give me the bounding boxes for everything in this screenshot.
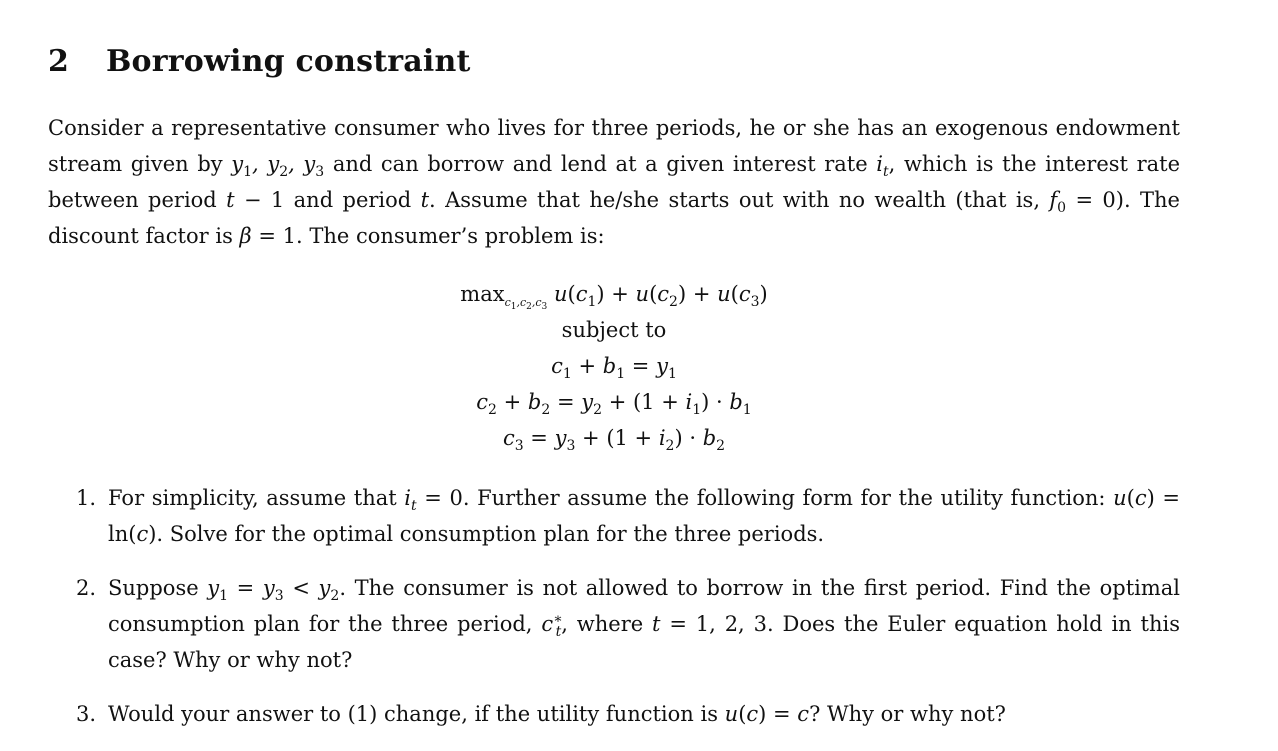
q2-text-3: , where xyxy=(561,612,653,636)
intro-paragraph: Consider a representative consumer who lives for three periods, he or she has an exogenous endowment stream given by $y_1$, $y_2$, $y_3$ and can borrow and lend at a given interest rate $i_t$, which is the interest rate between period t − 1 and period t. Assume that he/she starts out with no wealth (that is, $f_0 = 0$). The discount factor is β = 1. The consumer’s problem is: xyxy=(48,116,1180,248)
endowment-expr: $y_1$, $y_2$, $y_3$ xyxy=(231,152,325,181)
intro-text-5: . Assume that he/she starts out with no wealth (that is, xyxy=(429,188,1050,212)
intro-text-6: ). The discount factor is xyxy=(48,188,1180,248)
wealth-expr: f xyxy=(1049,188,1058,212)
interest-rate-expr: $i_t$ xyxy=(876,152,889,181)
endowment-order-expr: y xyxy=(207,576,220,600)
question-marker: 3. xyxy=(76,702,97,726)
constraint-1: $c_1 + b_1 = y_1$ xyxy=(551,354,677,383)
period-index-expr: t xyxy=(652,612,661,636)
objective-row: $\max_{c_1,c_2,c_3} u(c_1) + u(c_2) + u(c_3)$ xyxy=(460,282,768,313)
constraint-3: $c_3 = y_3 + (1 + i_2) \cdot b_2$ xyxy=(502,426,726,455)
intro-text-4: and period xyxy=(284,188,421,212)
section-title: Borrowing constraint xyxy=(106,44,471,79)
linear-utility-expr: u xyxy=(724,702,739,726)
period-prev-expr: t xyxy=(226,188,235,212)
section-heading xyxy=(48,40,1180,84)
subject-to-row: subject to xyxy=(561,318,667,342)
question-marker: 1. xyxy=(76,486,97,510)
question-list xyxy=(48,480,1180,732)
period-expr: t xyxy=(420,188,430,212)
question-item-1: 1. For simplicity, assume that $i_t = 0$. Further assume the following form for the utility function: u(c) = ln(c). Solve for the optimal consumption plan for the three periods. xyxy=(48,480,1180,552)
section-number: 2 xyxy=(48,44,70,79)
question-item-2: 2. Suppose $y_1 = y_3 < y_2$. The consumer is not allowed to borrow in the first period. Find the optimal consumption plan for the three period, $c^∗_t$, where t = 1, 2, 3. Does the Euler equation hold in this case? Why or why not? xyxy=(48,570,1180,678)
q2-text-2: . The consumer is not allowed to borrow in the first period. Find the optimal consumption plan for the three period, xyxy=(108,576,1180,636)
intro-text-3: , which is the interest rate between period xyxy=(48,152,1180,212)
q2-text-1: Suppose xyxy=(108,576,208,600)
q2-text-4: . Does the Euler equation hold in this case? Why or why not? xyxy=(108,612,1180,672)
q3-text-2: ? Why or why not? xyxy=(809,702,1006,726)
document-page xyxy=(48,40,1180,750)
max-operator: max xyxy=(460,282,505,306)
zero-rate-expr: $i_t$ xyxy=(404,486,417,515)
intro-text-7: . The consumer’s problem is: xyxy=(295,224,605,248)
discount-expr: β xyxy=(239,224,252,248)
problem-equations xyxy=(48,276,1180,456)
intro-text-2: and can borrow and lend at a given interest rate xyxy=(324,152,877,176)
question-marker: 2. xyxy=(76,576,97,600)
log-utility-expr: u xyxy=(1113,486,1127,510)
q3-text-1: Would your answer to (1) change, if the utility function is xyxy=(108,702,725,726)
q1-text-3: . Solve for the optimal consumption plan for the three periods. xyxy=(156,522,825,546)
q1-text-1: For simplicity, assume that xyxy=(108,486,405,510)
optimal-consumption-expr: $c^∗_t$ xyxy=(541,611,563,641)
intro-text-1: Consider a representative consumer who lives for three periods, he or she has an exogenous endowment stream given by xyxy=(48,116,1180,176)
constraint-2: $c_2 + b_2 = y_2 + (1 + i_1) \cdot b_1$ xyxy=(476,390,752,419)
question-item-3: 3. Would your answer to (1) change, if the utility function is u(c) = c? Why or why not? xyxy=(48,696,1180,732)
q1-text-2: . Further assume the following form for the utility function: xyxy=(462,486,1114,510)
